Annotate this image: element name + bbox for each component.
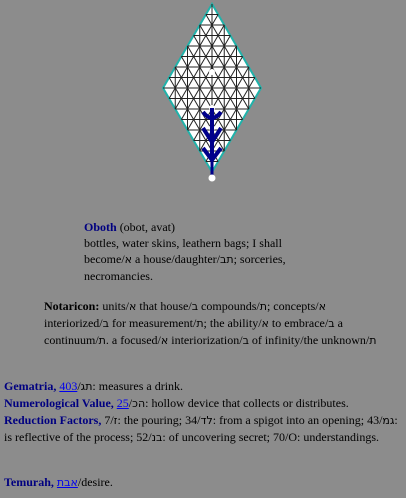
notaricon-text: . a focused/ xyxy=(105,333,161,347)
hebrew-letters: גמ xyxy=(382,414,395,427)
hebrew-letter: ז xyxy=(113,414,118,427)
notaricon-text: ; concepts/ xyxy=(266,299,319,313)
reduction-text: : the pouring; 34/ xyxy=(117,413,201,427)
notaricon-text: that house/ xyxy=(136,299,192,313)
hebrew-letter: ב xyxy=(328,317,335,330)
path-end-node xyxy=(209,175,215,181)
word-definition-text: ; sorceries, xyxy=(233,252,286,266)
reduction-label: Reduction Factors, xyxy=(4,413,102,427)
gematria-link[interactable]: 403 xyxy=(59,379,78,393)
hebrew-letter: א xyxy=(261,317,269,330)
notaricon-text: to embrace/ xyxy=(268,316,329,330)
hebrew-letter: ת xyxy=(369,334,377,347)
numerological-hebrew: הכ xyxy=(132,397,146,410)
notaricon-text: for measurement/ xyxy=(109,316,197,330)
reduction-text: : from a spigot into an opening; 43/ xyxy=(212,413,383,427)
hebrew-letter: ב xyxy=(102,317,109,330)
hebrew-letters: לד xyxy=(200,414,213,427)
gematria-hebrew: תג xyxy=(80,380,93,393)
reduction-text: : understandings. xyxy=(297,430,380,444)
hebrew-letter: א xyxy=(124,253,133,266)
numerological-text: : hollow device that collects or distributes. xyxy=(145,396,349,410)
reduction-text: 7/ xyxy=(101,413,114,427)
notaricon-text: of infinity/the unknown/ xyxy=(248,333,370,347)
hebrew-letters: בנ xyxy=(151,431,163,444)
notaricon-text: units/ xyxy=(99,299,129,313)
hebrew-letter: ת xyxy=(196,317,204,330)
temurah-text: /desire. xyxy=(77,475,113,489)
notaricon-text: ; the ability/ xyxy=(203,316,262,330)
gematria-text: : measures a drink. xyxy=(92,379,184,393)
temurah-link[interactable]: אבת xyxy=(56,476,78,489)
hebrew-letter: ב xyxy=(242,334,249,347)
hebrew-letter: ת xyxy=(98,334,106,347)
notaricon-text: interiorized/ xyxy=(44,316,103,330)
numerological-link[interactable]: 25 xyxy=(116,396,129,410)
word-transliteration: (obot, avat) xyxy=(119,220,175,234)
notaricon-text: compounds/ xyxy=(198,299,260,313)
grid-node xyxy=(210,70,215,75)
hebrew-letter: א xyxy=(129,300,137,313)
notaricon-label: Notaricon: xyxy=(44,299,100,313)
notaricon-text: interiorization/ xyxy=(168,333,243,347)
notaricon-text: a continuum/ xyxy=(44,316,343,347)
word-entry xyxy=(84,219,384,284)
gematria-label: Gematria, xyxy=(4,379,57,393)
word-definition-text: become/ xyxy=(84,252,125,266)
numerological-label: Numerological Value, xyxy=(4,396,114,410)
tree-of-life-diagram xyxy=(0,0,406,200)
values-section: Gematria, 403/תג: measures a drink. Numerological Value, 25/הכ: hollow device that collects or distributes. Reduction Factors, 7/ז: the pouring; 34/לד: from a spigot into an opening; 43/גמ: is reflective of the process; 52/בנ: of uncovering secret; 70/O: understandings. xyxy=(4,379,398,444)
word-name: Oboth xyxy=(84,220,117,234)
hebrew-letter: O xyxy=(288,430,298,444)
word-definition-line3: necromancies. xyxy=(84,269,153,283)
temurah-label: Temurah, xyxy=(4,475,54,489)
reduction-text: : is reflective of the process; 52/ xyxy=(4,413,398,444)
word-definition-text: a house/daughter/ xyxy=(132,252,220,266)
hebrew-letter: ב xyxy=(191,300,199,313)
hebrew-letters: תב xyxy=(220,253,234,266)
notaricon-section xyxy=(44,298,384,349)
hebrew-letter: א xyxy=(318,300,326,313)
reduction-text: : of uncovering secret; 70/ xyxy=(162,430,289,444)
temurah-section xyxy=(4,474,404,491)
word-definition-line1: bottles, water skins, leathern bags; I shall xyxy=(84,236,282,250)
hebrew-letter: א xyxy=(160,334,169,347)
hebrew-letter: ת xyxy=(259,300,267,313)
